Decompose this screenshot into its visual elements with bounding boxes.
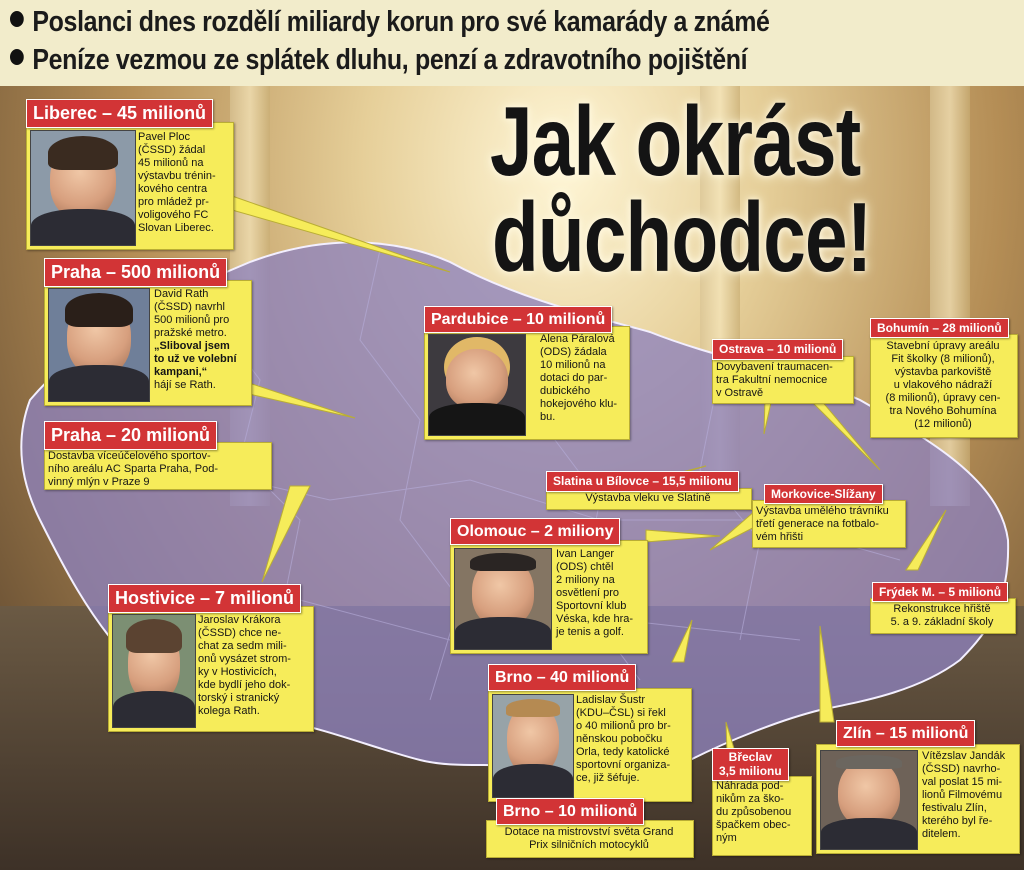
heading-morkovice: Morkovice-Slížany: [764, 484, 883, 504]
text-frydek: [870, 603, 1014, 629]
text-slatina: [546, 492, 750, 505]
text-line: (ČSSD) chce ne-: [198, 627, 282, 639]
text-line: Slovan Liberec.: [138, 222, 214, 234]
text-line: du způsobenou: [716, 806, 792, 818]
text-line: výstavba parkoviště: [894, 366, 992, 378]
hair: [126, 619, 182, 653]
photo-david-rath: [48, 288, 150, 402]
text-line: o 40 milionů pro br-: [576, 720, 671, 732]
text-line: (ODS) žádala: [540, 346, 607, 358]
text-line: sportovní organiza-: [576, 759, 671, 771]
text-line: David Rath: [154, 288, 209, 300]
heading-brno-10: Brno – 10 milionů: [496, 798, 644, 825]
headline-2-text: Peníze vezmou ze splátek dluhu, penzí a zdravotního pojištění: [32, 44, 748, 76]
text-line: 5. a 9. základní školy: [890, 616, 994, 628]
text-line: Rekonstrukce hřiště: [893, 603, 991, 615]
text-line: 500 milionů pro: [154, 314, 230, 326]
text-line: pro mládež pr-: [138, 196, 209, 208]
text-line: dotaci do par-: [540, 372, 608, 384]
heading-hostivice: Hostivice – 7 milionů: [108, 584, 301, 613]
hair: [470, 553, 535, 571]
text-brno-40: [576, 694, 671, 785]
text-line: Alena Páralová: [540, 333, 615, 345]
heading-liberec: Liberec – 45 milionů: [26, 99, 213, 128]
text-line: Sportovní klub: [556, 600, 627, 612]
text-line: ným: [716, 832, 737, 844]
text-line: vinný mlýn v Praze 9: [48, 476, 150, 488]
text-line: v Ostravě: [716, 387, 764, 399]
suit: [429, 403, 525, 435]
text-line: Prix silničních motocyklů: [529, 839, 649, 851]
heading-brno-40: Brno – 40 milionů: [488, 664, 636, 691]
suit: [821, 818, 917, 849]
text-line: osvětlení pro: [556, 587, 619, 599]
text-line: kde bydlí jeho dok-: [198, 679, 291, 691]
text-line: val poslat 15 mi-: [922, 776, 1003, 788]
text-line: ce, již šéfuje.: [576, 772, 640, 784]
text-line: Dostavba víceúčelového sportov-: [48, 450, 211, 462]
heading-frydek: Frýdek M. – 5 milionů: [872, 582, 1008, 602]
text-line: vém hřišti: [756, 531, 804, 543]
heading-breclav-line-1: Břeclav: [728, 750, 773, 764]
text-line: onů vysázet strom-: [198, 653, 291, 665]
text-line: Dovybavení traumacen-: [716, 361, 833, 373]
text-line: Výstavba vleku ve Slatině: [585, 492, 711, 504]
text-line: Orla, tedy katolické: [576, 746, 670, 758]
heading-ostrava: Ostrava – 10 milionů: [712, 339, 843, 360]
suit: [49, 365, 149, 401]
text-line: festivalu Zlín,: [922, 802, 987, 814]
text-praha-20: [48, 450, 218, 489]
text-line: hokejového klu-: [540, 398, 618, 410]
text-olomouc: [556, 548, 633, 639]
photo-ladislav-sustr: [492, 694, 574, 798]
heading-slatina: Slatina u Bílovce – 15,5 milionu: [546, 471, 739, 492]
text-line: to už ve volební: [154, 353, 237, 365]
heading-praha-20: Praha – 20 milionů: [44, 421, 217, 450]
text-line: Ivan Langer: [556, 548, 615, 560]
text-line: Dotace na mistrovství světa Grand: [504, 826, 674, 838]
text-line: (8 milionů), úpravy cen-: [885, 392, 1001, 404]
text-line: ky v Hostivicích,: [198, 666, 277, 678]
text-line: Náhrada pod-: [716, 780, 784, 792]
text-line: lionů Filmovému: [922, 789, 1003, 801]
text-line: Véska, kde hra-: [556, 613, 634, 625]
text-line: něnskou pobočku: [576, 733, 663, 745]
text-line: je tenis a golf.: [556, 626, 624, 638]
suit: [455, 617, 551, 649]
text-line: Pavel Ploc: [138, 131, 190, 143]
text-line: pražské metro.: [154, 327, 227, 339]
photo-alena-paralova: [428, 334, 526, 436]
hair: [48, 136, 119, 170]
text-bohumin: [872, 340, 1014, 431]
heading-olomouc: Olomouc – 2 miliony: [450, 518, 620, 545]
text-line: ditelem.: [922, 828, 961, 840]
heading-pardubice: Pardubice – 10 milionů: [424, 306, 612, 333]
text-line: 10 milionů na: [540, 359, 606, 371]
text-line: hájí se Rath.: [154, 379, 216, 391]
hair: [506, 699, 560, 717]
text-line: chat za sedm mili-: [198, 640, 287, 652]
text-hostivice: [198, 614, 291, 718]
text-line: (ODS) chtěl: [556, 561, 614, 573]
text-line: torský i stranický: [198, 692, 280, 704]
text-line: dubického: [540, 385, 591, 397]
text-line: kampani,“: [154, 366, 208, 378]
photo-jaroslav-krakora: [112, 614, 196, 728]
text-line: Jaroslav Krákora: [198, 614, 281, 626]
text-praha-500: [154, 288, 237, 392]
text-line: Vítězslav Jandák: [922, 750, 1006, 762]
text-line: ního areálu AC Sparta Praha, Pod-: [48, 463, 218, 475]
text-line: (ČSSD) navrho-: [922, 763, 1001, 775]
text-line: Výstavba umělého trávníku: [756, 505, 889, 517]
text-line: „Sliboval jsem: [154, 340, 230, 352]
heading-breclav-line-2: 3,5 milionu: [719, 764, 782, 778]
text-line: voligového FC: [138, 209, 209, 221]
heading-praha-500: Praha – 500 milionů: [44, 258, 227, 287]
text-line: kolega Rath.: [198, 705, 260, 717]
text-line: 2 miliony na: [556, 574, 615, 586]
text-ostrava: [716, 361, 833, 400]
text-line: Ladislav Šustr: [576, 694, 646, 706]
text-line: (ČSSD) žádal: [138, 144, 206, 156]
face: [446, 349, 507, 409]
text-line: špačkem obec-: [716, 819, 791, 831]
heading-zlin: Zlín – 15 milionů: [836, 720, 975, 747]
text-line: 45 milionů na: [138, 157, 204, 169]
text-liberec: [138, 131, 216, 235]
suit: [493, 764, 573, 797]
text-line: výstavbu trénin-: [138, 170, 216, 182]
text-line: tra Nového Bohumína: [889, 405, 997, 417]
text-line: kového centra: [138, 183, 208, 195]
text-morkovice: [756, 505, 889, 544]
text-line: Fit školky (8 milionů),: [891, 353, 995, 365]
photo-pavel-ploc: [30, 130, 136, 246]
text-line: u vlakového nádraží: [893, 379, 993, 391]
suit: [113, 691, 195, 727]
main-title-line-1: Jak okrást: [490, 86, 861, 196]
text-line: (KDU–ČSL) si řekl: [576, 707, 666, 719]
text-line: nikům za ško-: [716, 793, 784, 805]
photo-vitezslav-jandak: [820, 750, 918, 850]
text-line: Stavební úpravy areálu: [886, 340, 1000, 352]
heading-breclav: [712, 748, 789, 781]
text-pardubice: [540, 333, 617, 424]
text-line: (12 milionů): [914, 418, 972, 430]
photo-ivan-langer: [454, 548, 552, 650]
text-brno-10: [486, 826, 692, 852]
headline-1-text: Poslanci dnes rozdělí miliardy korun pro své kamarády a známé: [32, 6, 770, 38]
heading-bohumin: Bohumín – 28 milionů: [870, 318, 1009, 338]
text-line: (ČSSD) navrhl: [154, 301, 225, 313]
text-line: bu.: [540, 411, 556, 423]
main-title-line-2: důchodce!: [492, 182, 872, 292]
text-zlin: [922, 750, 1005, 841]
text-line: tra Fakultní nemocnice: [716, 374, 828, 386]
text-line: kterého byl ře-: [922, 815, 993, 827]
suit: [31, 209, 135, 245]
hair: [836, 755, 901, 769]
text-breclav: [716, 780, 791, 845]
hair: [65, 293, 133, 327]
text-line: třetí generace na fotbalo-: [756, 518, 879, 530]
